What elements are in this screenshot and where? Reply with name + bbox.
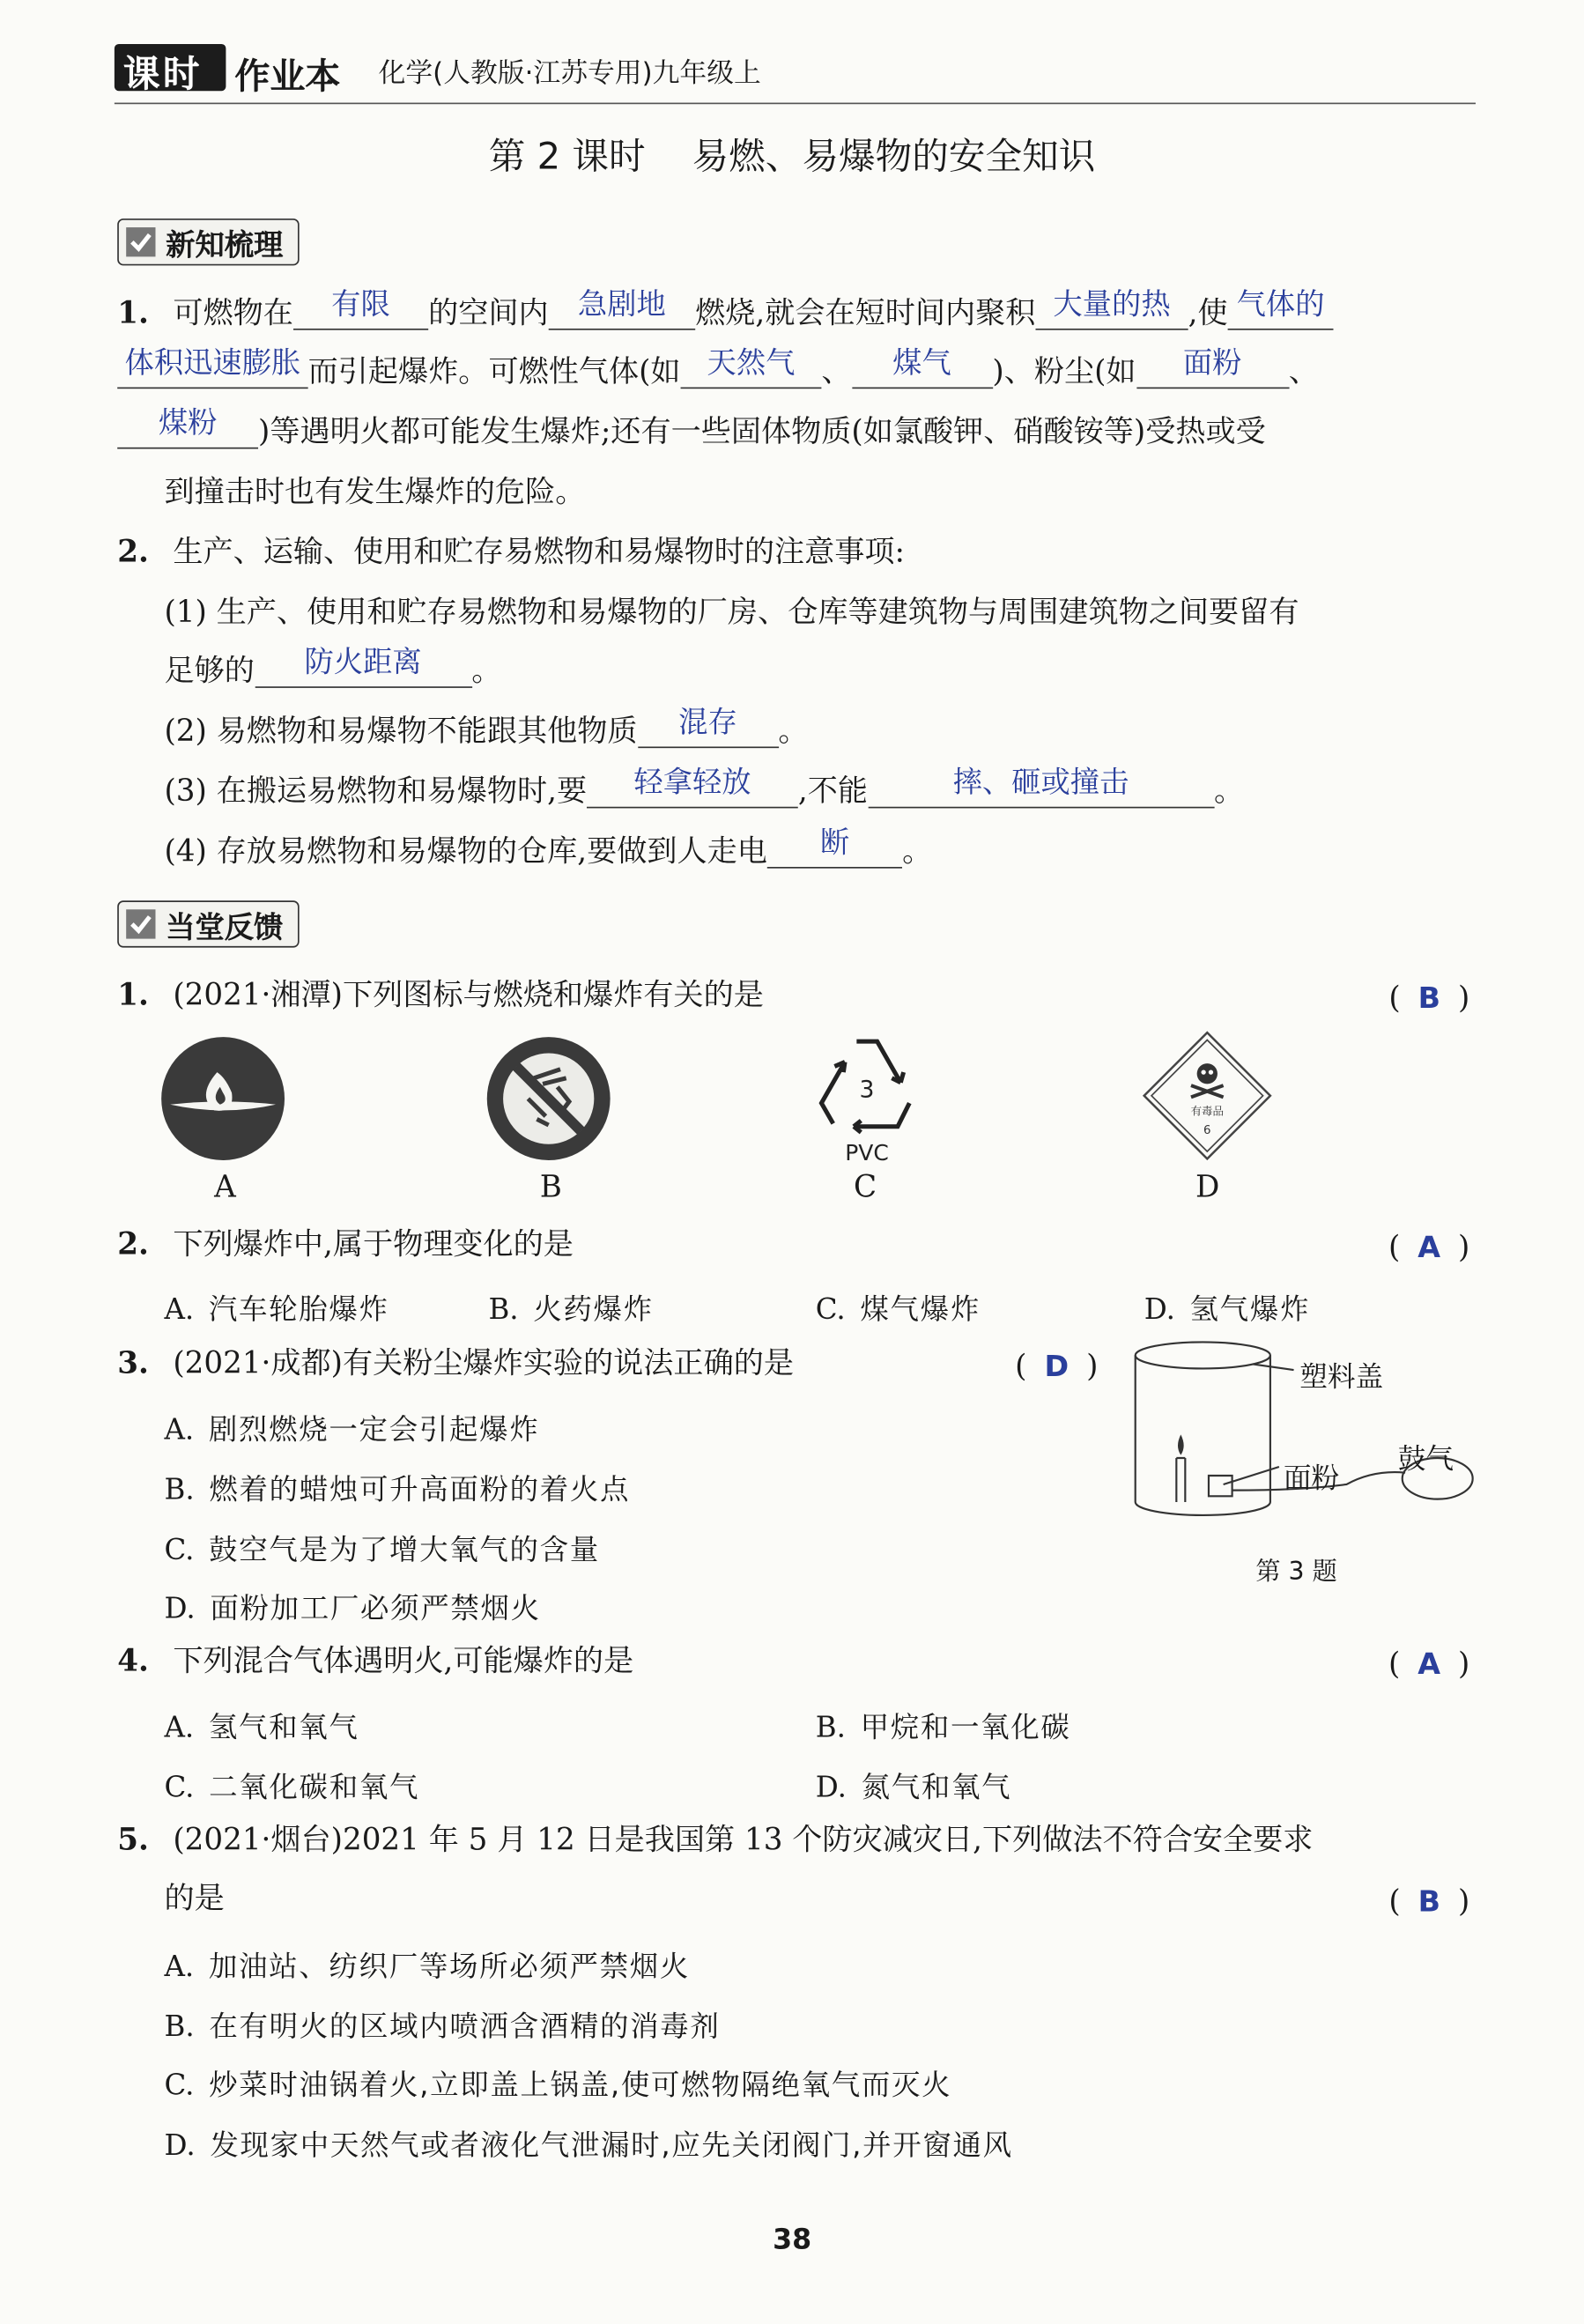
option-text: 氢气和氧气 [208, 1710, 359, 1744]
option-c [816, 1286, 981, 1328]
option-c [164, 1765, 419, 1806]
section-heading-label: 当堂反馈 [166, 908, 284, 944]
option-text: 鼓空气是为了增大氧气的含量 [209, 1532, 600, 1567]
option-text: 面粉加工厂必须严禁烟火 [210, 1591, 541, 1625]
question-text: 。 [778, 713, 809, 749]
question-text: (4) 存放易燃物和易爆物的仓库,要做到人走电 [164, 833, 767, 869]
question-text: )等遇明火都可能发生爆炸;还有一些固体物质(如氯酸钾、硝酸铵等)受热或受 [258, 413, 1266, 449]
option-b [488, 1286, 653, 1328]
option-text: 二氧化碳和氧气 [209, 1770, 420, 1804]
option-label: A [214, 1169, 236, 1204]
question-1-stem [117, 976, 764, 1012]
question-3-stem [117, 1344, 794, 1380]
question-5-stem [117, 1821, 1314, 1857]
option-text: 加油站、纺织厂等场所必须严禁烟火 [208, 1949, 691, 1984]
question-number: 2. [117, 534, 149, 570]
option-letter: D. [164, 2128, 196, 2163]
option-letter: B. [488, 1292, 519, 1327]
section-heading-class-feedback [117, 900, 299, 947]
handwritten-answer: 混存 [678, 704, 737, 740]
selected-answer: A [1417, 1229, 1441, 1265]
answer-blank [868, 764, 1214, 808]
question-text: 而引起爆炸。可燃性气体(如 [307, 353, 681, 389]
question-number: 4. [117, 1642, 149, 1678]
figure-label-blow: 鼓气 [1397, 1443, 1454, 1476]
selected-answer: A [1417, 1646, 1441, 1682]
question-number: 5. [117, 1821, 149, 1857]
handwritten-answer: 防火距离 [304, 643, 422, 679]
recycle-code-number: 3 [859, 1076, 875, 1104]
answer-blank [767, 824, 902, 868]
figure-label-flour: 面粉 [1283, 1462, 1340, 1495]
option-text: 甲烷和一氧化碳 [860, 1710, 1071, 1744]
question-text: ,不能 [797, 773, 869, 809]
selected-answer: D [1044, 1348, 1070, 1384]
question-text: 下列混合气体遇明火,可能爆炸的是 [173, 1642, 634, 1678]
toxic-diamond-sign-icon [1141, 1030, 1273, 1162]
option-letter: B. [815, 1710, 846, 1744]
header-book-name: 作业本 [234, 56, 341, 97]
handwritten-answer: 急剧地 [577, 285, 666, 322]
question-text: 到撞击时也有发生爆炸的危险。 [164, 473, 586, 509]
no-fireworks-sign-icon [484, 1034, 613, 1164]
question-text: (2021·湘潭)下列图标与燃烧和爆炸有关的是 [173, 976, 764, 1012]
question-4-stem [117, 1642, 634, 1678]
question-text: (1) 生产、使用和贮存易燃物和易爆物的厂房、仓库等建筑物与周围建筑物之间要留有 [164, 594, 1299, 630]
lesson-title: 第 2 课时 易燃、易爆物的安全知识 [488, 135, 1096, 178]
option-b [164, 1467, 630, 1508]
question-text: 。 [471, 652, 502, 688]
question-text: 的空间内 [428, 294, 549, 330]
handwritten-answer: 体积迅速膨胀 [124, 344, 301, 381]
handwritten-answer: 面粉 [1182, 344, 1242, 381]
question-text: 。 [902, 833, 933, 869]
handwritten-answer: 气体的 [1236, 285, 1325, 322]
question-text: 的是 [164, 1880, 225, 1916]
option-a [164, 1943, 690, 1985]
recycle-material-label: PVC [845, 1140, 889, 1166]
option-d [1144, 1286, 1310, 1328]
option-letter: C. [164, 1532, 195, 1567]
question-text: 。 [1213, 773, 1245, 809]
option-letter: A. [164, 1292, 195, 1327]
handwritten-answer: 有限 [331, 285, 390, 322]
header-rule [115, 103, 1476, 105]
question-text: )、粉尘(如 [992, 353, 1136, 389]
question-text: (2) 易燃物和易爆物不能跟其他物质 [164, 713, 638, 749]
answer-blank [852, 344, 993, 389]
option-letter: A. [164, 1412, 195, 1447]
question-text: (2021·烟台)2021 年 5 月 12 日是我国第 13 个防灾减灾日,下列做法不符合安全要求 [173, 1821, 1314, 1857]
handwritten-answer: 天然气 [707, 344, 796, 381]
answer-blank [117, 344, 307, 389]
question-text: 、 [1288, 353, 1319, 389]
option-text: 氢气爆炸 [1189, 1292, 1311, 1327]
toxic-sign-class: 6 [1203, 1124, 1211, 1138]
option-d [164, 1586, 540, 1627]
question-number: 3. [117, 1344, 149, 1380]
question-text: 燃烧,就会在短时间内聚积 [695, 294, 1036, 330]
handwritten-answer: 轻拿轻放 [633, 764, 751, 800]
answer-bracket: ( B ) [1388, 1883, 1470, 1919]
answer-bracket: ( A ) [1388, 1646, 1470, 1682]
option-c [164, 1527, 599, 1568]
option-letter: C. [815, 1292, 846, 1327]
option-text: 氮气和氧气 [861, 1770, 1012, 1804]
answer-blank [681, 344, 822, 389]
answer-blank [549, 285, 696, 329]
option-label: B [539, 1169, 562, 1204]
option-letter: D. [815, 1770, 847, 1804]
answer-blank [117, 404, 258, 448]
option-letter: D. [164, 1591, 196, 1625]
option-text: 炒菜时油锅着火,立即盖上锅盖,使可燃物隔绝氧气而灭火 [209, 2068, 952, 2102]
option-text: 发现家中天然气或者液化气泄漏时,应先关闭阀门,并开窗通风 [210, 2128, 1013, 2163]
question-text: 生产、运输、使用和贮存易燃物和易爆物时的注意事项: [173, 534, 906, 570]
option-letter: B. [164, 2009, 195, 2044]
question-text: 足够的 [164, 652, 255, 688]
question-text: (2021·成都)有关粉尘爆炸实验的说法正确的是 [173, 1344, 794, 1380]
option-b [816, 1705, 1071, 1746]
question-text: 、 [821, 353, 852, 389]
header-logo [115, 44, 226, 96]
option-c [164, 2062, 951, 2104]
option-text: 燃着的蜡烛可升高面粉的着火点 [209, 1472, 631, 1506]
option-b [164, 2003, 720, 2045]
page-number: 38 [773, 2224, 812, 2256]
handwritten-answer: 煤粉 [158, 404, 218, 440]
option-d [816, 1765, 1012, 1806]
option-letter: B. [164, 1472, 195, 1506]
figure-label-lid: 塑料盖 [1299, 1361, 1384, 1394]
option-a [164, 1286, 389, 1328]
answer-blank [255, 643, 471, 687]
answer-blank [293, 285, 428, 329]
option-text: 煤气爆炸 [860, 1292, 981, 1327]
option-letter: A. [164, 1949, 195, 1984]
handwritten-answer: 大量的热 [1053, 285, 1171, 322]
answer-blank [1035, 285, 1188, 329]
handwritten-answer: 摔、砸或撞击 [952, 764, 1129, 800]
option-a [164, 1407, 539, 1448]
option-letter: C. [164, 2068, 195, 2102]
question-number: 1. [117, 294, 149, 330]
question-number: 1. [117, 976, 149, 1012]
option-text: 剧烈燃烧一定会引起爆炸 [208, 1412, 540, 1447]
section-heading-new-knowledge [117, 218, 299, 265]
answer-blank [587, 764, 798, 808]
question-2-stem [117, 1225, 574, 1262]
option-letter: D. [1144, 1292, 1175, 1327]
option-label: C [854, 1169, 877, 1204]
answer-bracket: ( B ) [1388, 980, 1470, 1016]
answer-blank [1136, 344, 1289, 389]
selected-answer: B [1417, 1883, 1441, 1919]
question-number: 2. [117, 1225, 149, 1262]
answer-bracket: ( A ) [1388, 1229, 1470, 1265]
figure-caption: 第 3 题 [1255, 1558, 1337, 1588]
sign-a-icon [159, 1034, 288, 1164]
option-letter: C. [164, 1770, 195, 1804]
answer-bracket: ( D ) [1015, 1348, 1099, 1384]
checkbox-icon [125, 226, 158, 258]
answer-blank [638, 704, 779, 748]
option-a [164, 1705, 359, 1746]
question-text: (3) 在搬运易燃物和易爆物时,要 [164, 773, 588, 809]
question-text: 可燃物在 [173, 294, 293, 330]
option-text: 在有明火的区域内喷洒含酒精的消毒剂 [209, 2009, 721, 2044]
section-heading-label: 新知梳理 [166, 226, 284, 263]
checkbox-icon [125, 908, 158, 941]
header-logo-text: 课时 [122, 52, 203, 96]
option-text: 汽车轮胎爆炸 [208, 1292, 389, 1327]
handwritten-answer: 煤气 [892, 344, 951, 381]
option-d [164, 2122, 1012, 2164]
toxic-sign-text: 有毒品 [1190, 1104, 1225, 1118]
question-text: 下列爆炸中,属于物理变化的是 [173, 1225, 574, 1262]
header-subject: 化学(人教版·江苏专用)九年级上 [378, 58, 761, 90]
selected-answer: B [1417, 980, 1441, 1016]
answer-blank [1228, 285, 1334, 329]
recycle-pvc-icon [803, 1030, 929, 1171]
option-text: 火药爆炸 [533, 1292, 654, 1327]
option-label: D [1195, 1169, 1220, 1204]
option-letter: A. [164, 1710, 195, 1744]
question-text: ,使 [1188, 294, 1228, 330]
handwritten-answer: 断 [819, 824, 850, 860]
